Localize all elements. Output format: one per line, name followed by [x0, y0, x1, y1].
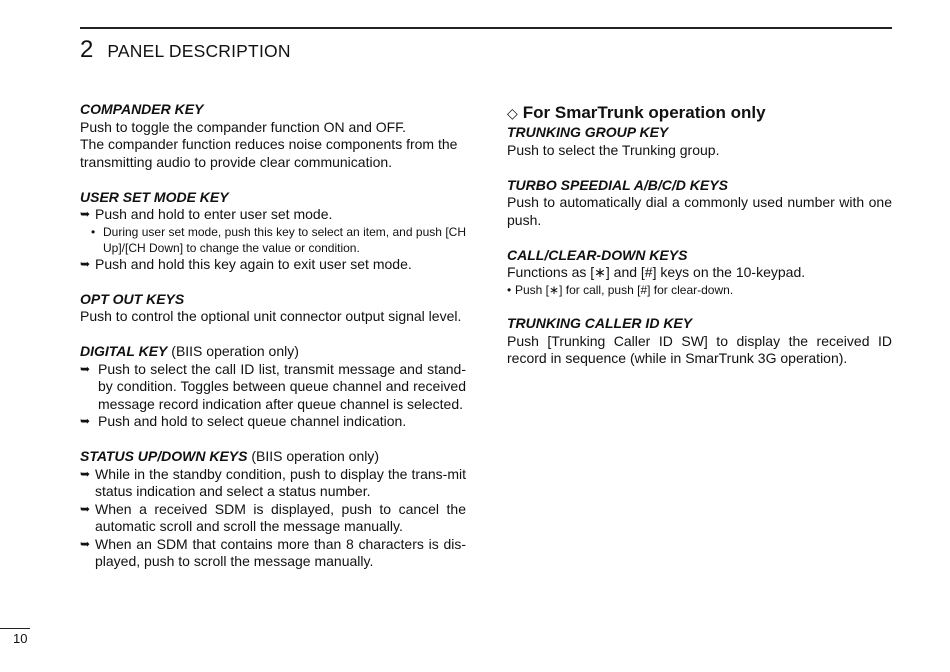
call-clear-section [507, 247, 892, 298]
status-heading: STATUS UP/DOWN KEYS [80, 448, 248, 464]
list-item [80, 206, 466, 224]
diamond-icon: ◇ [507, 105, 518, 121]
page-number-rule [0, 628, 30, 629]
list-subitem [507, 282, 892, 298]
arrow-bullet-icon: ➥ [80, 256, 91, 271]
dot-bullet-icon: • [91, 224, 96, 239]
opt-out-heading: OPT OUT KEYS [80, 290, 185, 307]
turbo-heading: TURBO SPEEDIAL A/B/C/D KEYS [507, 176, 728, 193]
list-item [80, 536, 466, 571]
opt-out-line1: Push to control the optional unit connector output signal level. [80, 308, 462, 324]
left-column [80, 101, 466, 588]
list-item-text: When a received SDM is displayed, push to cancel the automatic scroll and scroll the message manually. [95, 500, 466, 534]
top-rule [80, 27, 892, 29]
chapter-title: PANEL DESCRIPTION [107, 41, 291, 61]
compander-heading: COMPANDER KEY [80, 101, 204, 117]
arrow-bullet-icon: ➥ [80, 207, 91, 221]
arrow-bullet-icon: ➥ [80, 536, 91, 551]
list-item [80, 256, 466, 274]
trunking-group-section [507, 124, 892, 159]
list-item-text: While in the standby condition, push to display the trans-mit status indication and select a status number. [95, 465, 466, 499]
status-note: (BIIS operation only) [247, 448, 380, 464]
arrow-bullet-icon: ➥ [80, 414, 91, 428]
status-heading-line [80, 448, 466, 466]
arrow-bullet-icon: ➥ [80, 501, 91, 516]
call-clear-heading: CALL/CLEAR-DOWN KEYS [507, 246, 688, 263]
compander-line1: Push to toggle the compander function ON and OFF. [80, 118, 407, 135]
page-number: 10 [13, 631, 28, 646]
smartrunk-heading [507, 103, 892, 123]
page-header [80, 36, 291, 64]
list-item [80, 466, 466, 501]
list-item [80, 501, 466, 536]
list-item-text: Push and hold this key again to exit user set mode. [95, 255, 412, 272]
user-set-heading: USER SET MODE KEY [80, 188, 229, 205]
arrow-bullet-icon: ➥ [80, 466, 91, 481]
turbo-section [507, 177, 892, 230]
caller-id-heading: TRUNKING CALLER ID KEY [507, 315, 693, 331]
smartrunk-heading-text: For SmarTrunk operation only [522, 103, 766, 122]
user-set-section [80, 189, 466, 274]
list-subitem-text: During user set mode, push this key to select an item, and push [CH Up]/[CH Down] to change the value or condition. [103, 224, 466, 255]
opt-out-section [80, 291, 466, 326]
list-subitem-text: Push [∗] for call, push [#] for clear-down. [515, 282, 734, 297]
caller-id-line1: Push [Trunking Caller ID SW] to display the received ID record in sequence (while in SmarTrunk 3G operation). [507, 332, 892, 366]
chapter-number: 2 [80, 36, 94, 63]
arrow-bullet-icon: ➥ [80, 361, 91, 376]
compander-section [80, 101, 466, 171]
caller-id-section [507, 315, 892, 368]
list-item [80, 361, 466, 414]
digital-note: (BIIS operation only) [167, 343, 299, 359]
list-item-text: Push and hold to enter user set mode. [95, 206, 333, 222]
list-item-text: Push and hold to select queue channel indication. [98, 413, 407, 429]
turbo-line1: Push to automatically dial a commonly used number with one push. [507, 194, 892, 228]
status-section [80, 448, 466, 571]
digital-section [80, 343, 466, 431]
digital-heading-line [80, 343, 466, 361]
call-clear-line1: Functions as [∗] and [#] keys on the 10-keypad. [507, 264, 806, 280]
list-subitem [80, 224, 466, 256]
right-column [507, 103, 892, 385]
dot-bullet-icon: • [507, 282, 512, 297]
list-item-text: When an SDM that contains more than 8 characters is dis-played, push to scroll the message manually. [95, 535, 466, 569]
trunking-group-heading: TRUNKING GROUP KEY [507, 124, 669, 140]
list-item [80, 413, 466, 431]
digital-heading: DIGITAL KEY [80, 343, 168, 359]
compander-line2: The compander function reduces noise components from the transmitting audio to provide clear communication. [80, 136, 458, 170]
list-item-text: Push to select the call ID list, transmit message and stand-by condition. Toggles between queue channel and received message record indication after queue channel is selected. [98, 360, 466, 412]
trunking-group-line1: Push to select the Trunking group. [507, 141, 720, 158]
